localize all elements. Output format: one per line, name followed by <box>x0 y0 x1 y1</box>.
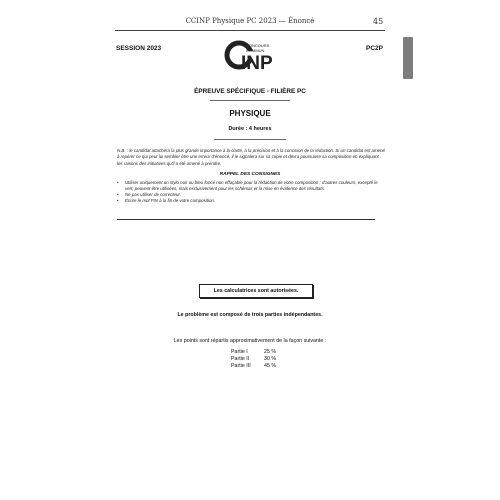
running-title: CCINP Physique PC 2023 — Énoncé <box>185 17 315 25</box>
logo-letters: INP <box>241 53 273 74</box>
probleme-note: Le problème est composé de trois parties indépendantes. <box>177 312 323 318</box>
ccinp-logo <box>224 38 286 74</box>
table-row: Partie I 25 % <box>231 349 277 355</box>
divider <box>214 139 286 140</box>
calculatrices-notice: Les calculatrices sont autorisées. <box>199 284 313 298</box>
epreuve-title: ÉPREUVE SPÉCIFIQUE - FILIÈRE PC <box>194 88 306 95</box>
scrollbar-thumb[interactable] <box>403 37 413 79</box>
list-item: • Écrire le mot FIN à la fin de votre composition. <box>117 198 216 203</box>
consignes-list <box>117 180 385 204</box>
logo-tagline-1: CONCOURS <box>246 43 270 48</box>
table-row: Partie II 30 % <box>231 355 277 362</box>
exam-code: PC2P <box>366 45 383 52</box>
subject-title: PHYSIQUE <box>229 109 271 118</box>
duration: Durée : 4 heures <box>228 126 272 132</box>
header-rule <box>115 30 385 31</box>
running-header <box>0 17 500 29</box>
page-number: 45 <box>373 17 384 26</box>
parts-table <box>231 349 291 369</box>
divider <box>117 219 375 220</box>
points-intro: Les points sont répartis approximativement de la façon suivante : <box>173 338 327 344</box>
list-item: • Ne pas utiliser de correcteur. <box>117 192 181 197</box>
divider <box>210 100 290 101</box>
table-row: Partie III 45 % <box>231 362 277 369</box>
logo-tagline-2: COMMUN <box>246 48 265 53</box>
nb-paragraph: N.B. : le candidat attachera la plus grande importance à la clarté, à la précision et à la concision de la rédaction. Si un candidat est amené à repérer ce qui peut lui sembler être une erreur d'énoncé, il le signalera sur sa copie et devra poursuivre sa composition en expliquant les raisons des initiatives qu'il a été amené à prendre. <box>117 148 385 166</box>
session-label: SESSION 2023 <box>116 45 162 52</box>
list-item: • Utiliser uniquement un stylo noir ou bleu foncé non effaçable pour la rédaction de votre composition ; d'autres couleurs, excepté le vert, peuvent être utilisées, mais exclusivement pour les schémas et la mise en évidence des résultats. <box>117 180 378 191</box>
rappel-title: RAPPEL DES CONSIGNES <box>219 172 281 177</box>
